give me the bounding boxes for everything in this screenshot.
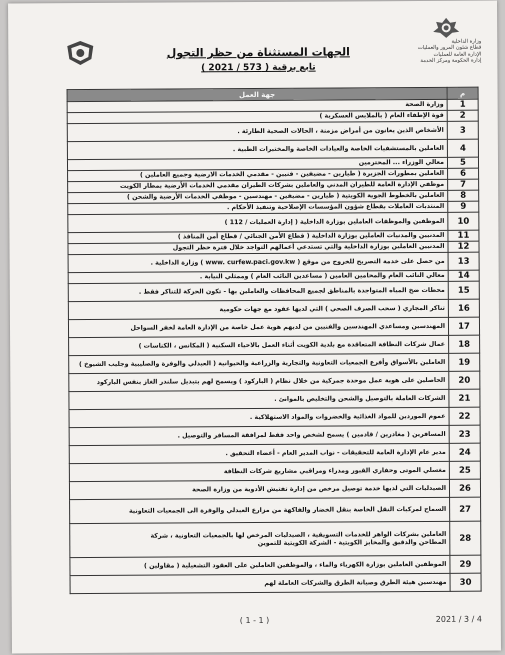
row-entity [69, 353, 449, 373]
row-entity-line: موظفي الإدارة العامة للطيران المدني والعاملين بشركات الطيران مقدمي الخدمات الأرضية بمطار الكويت [119, 180, 445, 190]
row-entity-line: معالي النائب العام والمحامين العامين ( مساعدين النائب العام ) وممثلي النيابة . [199, 271, 445, 281]
row-entity-line: العاملين بالأسواق وأفرع الجمعيات التعاونية والتجارية والزراعية والحيوانية ( العبدلي والوفرة والصليبية وجليب الشيوخ ) [78, 358, 446, 368]
page-number: ( 1 - 1 ) [239, 615, 270, 626]
row-entity [68, 317, 448, 337]
row-number: 2 [447, 110, 478, 121]
row-entity-line: وزارة الصحة [405, 100, 444, 109]
row-number: 15 [448, 281, 479, 299]
row-number: 3 [447, 121, 478, 139]
row-entity [69, 335, 449, 355]
column-header-number: م [447, 87, 478, 99]
row-number: 20 [449, 371, 480, 389]
ministry-header [389, 39, 481, 65]
row-number: 23 [449, 425, 480, 443]
row-entity-line: السماح لمركبات النقل الخاصة بنقل الخضار والفاكهة من مزارع العبدلي والوفرة الى الجمعيات التعاونية [128, 505, 447, 515]
row-entity [70, 497, 450, 523]
ministry-emblem-icon [431, 17, 461, 39]
row-number: 29 [450, 555, 481, 573]
row-entity [69, 461, 449, 481]
row-number: 11 [448, 230, 479, 241]
row-number: 18 [449, 335, 480, 353]
row-entity-line: العاملين بالمستشفيات الخاصة والعيادات الخاصة والمختبرات الطبية . [232, 144, 444, 153]
row-entity-line: المدنيين والمدنيات العاملين بوزارة الداخلية ( قطاع الأمن الجنائي / قطاع أمن المنافذ ) [177, 231, 445, 241]
row-entity [69, 389, 449, 409]
row-entity-line: الموظفين والموظفات العاملين بوزارة الداخلية ( إدارة العمليات / 112 ) [224, 217, 445, 226]
ministry-line: إدارة الحكومة ومركز الخدمة [420, 57, 482, 65]
row-number: 17 [448, 317, 479, 335]
row-entity [70, 555, 450, 575]
operations-seal-icon [64, 39, 96, 67]
title-block [158, 45, 358, 73]
row-entity-line: عمال شركات النظافة المتعاقدة مع بلدية الكويت أثناء العمل بالاحياء السكنية ( المكانس ، الكناسات ) [138, 340, 446, 350]
row-entity [67, 139, 447, 159]
row-number: 14 [448, 270, 479, 281]
row-entity-line: تناكر المجاري ( سحب الصرف الصحي ) التي لديها عقود مع جهات حكومية [219, 304, 445, 313]
row-entity-line: المدنيين العاملين بوزارة الداخلية والتي تستدعي أعمالهم التواجد خلال فترة حظر التجول [172, 242, 445, 252]
row-entity-line: مدير عام الإدارة العامة للتحقيقات - نواب المدير العام - أعضاء التحقيق . [225, 448, 446, 457]
row-number: 8 [448, 190, 479, 201]
row-number: 22 [449, 407, 480, 425]
row-number: 12 [448, 241, 479, 252]
row-entity-line: العاملين بالخطوط الجوية الكويتية ( طيارين - مضيفين - مهندسين - موظفي الخدمات الأرضية والشحن ) [127, 191, 445, 201]
row-entity-line: الموظفين العاملين بوزارة الكهرباء والماء ، والموظفين العاملين على العقود التشغيلية ( مقاولين ) [143, 560, 447, 570]
row-entity-line: مغسلي الموتى وحفاري القبور ومدراء ومراقبي مشاريع شركات النظافة [223, 466, 446, 475]
row-number: 19 [449, 353, 480, 371]
row-entity-line: الحاصلين على هوية عمل موحدة جمركية من خلال نظام ( الباركود ) ويسمح لهم بتبديل سلندر الغاز بنفس الباركود [96, 376, 446, 386]
row-entity [70, 573, 450, 593]
row-number: 25 [449, 461, 480, 479]
row-entity [68, 212, 448, 232]
row-number: 21 [449, 389, 480, 407]
document-page [8, 1, 501, 654]
row-number: 13 [448, 252, 479, 270]
row-entity-line: العاملين بشركات الواهر للخدمات التسويقية ، الصيدليات المرخص لها بالجمعيات التعاونية ، شركة [150, 530, 447, 540]
row-entity [69, 425, 449, 445]
row-number: 30 [450, 573, 481, 591]
row-entity-line: قوة الإطفاء العام ( بالملابس العسكرية ) [319, 111, 444, 120]
row-number: 7 [448, 179, 479, 190]
row-entity-line: المسافرين ( مغادرين / قادمين ) يسمح لشخص واحد فقط لمرافقة المسافر والتوصيل . [177, 430, 446, 439]
row-entity [69, 443, 449, 463]
document-date: 2021 / 3 / 4 [435, 614, 482, 624]
row-entity [67, 121, 447, 141]
row-entity [68, 252, 448, 272]
row-number: 9 [448, 201, 479, 212]
ministry-line: وزارة الداخلية [451, 38, 482, 45]
row-entity-line: المطاحن والدقيق والمخابز الكويتية - الشركة الكويتية للتموين [257, 538, 447, 547]
page-title: الجهات المستثناة من حظر التجول [166, 45, 350, 60]
ministry-line: قطاع شئون المرور والعمليات [417, 45, 482, 52]
row-entity [68, 281, 448, 301]
row-number: 10 [448, 212, 479, 230]
table-row [70, 573, 481, 594]
row-entity [68, 299, 448, 319]
column-header-entity: جهة العمل [67, 87, 447, 101]
row-number: 6 [448, 168, 479, 179]
row-entity-line: الشركات العاملة بالتوصيل والشحن والتخليص بالموانئ . [274, 394, 446, 403]
row-number: 5 [447, 157, 478, 168]
row-number: 28 [450, 521, 481, 555]
row-entity-line: العاملين بمطورات الجزيرة ( طيارين - مضيفين - فنيين - مقدمي الخدمات الارضية وجميع العاملين ) [139, 169, 445, 179]
row-entity-line: الصيدليات التي لديها خدمة توصيل مرخص من إدارة تفتيش الأدوية من وزارة الصحة [192, 484, 447, 493]
page-subtitle: تابع برقية ( 573 / 2021 ) [201, 62, 316, 74]
row-entity [70, 521, 450, 557]
row-number: 27 [450, 497, 481, 521]
row-entity [69, 371, 449, 391]
ministry-line: الإدارة العامة للعمليات [433, 51, 482, 58]
row-entity-line: عموم الموردين للمواد الغذائية والخضروات والمواد الاستهلاكية . [249, 412, 446, 421]
table-row [70, 521, 481, 558]
row-number: 26 [449, 479, 480, 497]
row-entity-line: المنتدبات العاملات بقطاع شؤون المؤسسات الإصلاحية وتنفيذ الأحكام . [226, 202, 445, 212]
row-entity-line: معالي الوزراء ... المحترمين [358, 158, 445, 167]
table-row [70, 497, 481, 524]
row-entity-line: الأشخاص الذين يعانون من أمراض مزمنة ، الحالات الصحية الطارئة . [237, 126, 444, 135]
row-number: 1 [447, 99, 478, 110]
row-number: 4 [447, 139, 478, 157]
row-entity-line: مهندسين هيئة الطرق وصيانة الطرق والشركات العاملة لهم [264, 578, 447, 587]
row-entity-line: من حصل على خدمة التصريح للخروج من موقع ( www. curfew.paci.gov.kw ) وزارة الداخلية . [150, 257, 445, 267]
table-body [67, 99, 481, 594]
row-entity [69, 407, 449, 427]
row-entity-line: محطات ضخ المياه المتواجدة بالمناطق لجميع المحافظات والعاملين بها - تكون الحركة للتناكر فقط . [138, 286, 445, 296]
row-entity-line: المهندسين ومساعدي المهندسين والفنيين من لديهم هوية عمل خاصة من الإدارة العامة لخفر السواحل [130, 322, 446, 332]
exemptions-table [67, 87, 482, 595]
row-number: 16 [448, 299, 479, 317]
row-entity [69, 479, 449, 499]
row-number: 24 [449, 443, 480, 461]
